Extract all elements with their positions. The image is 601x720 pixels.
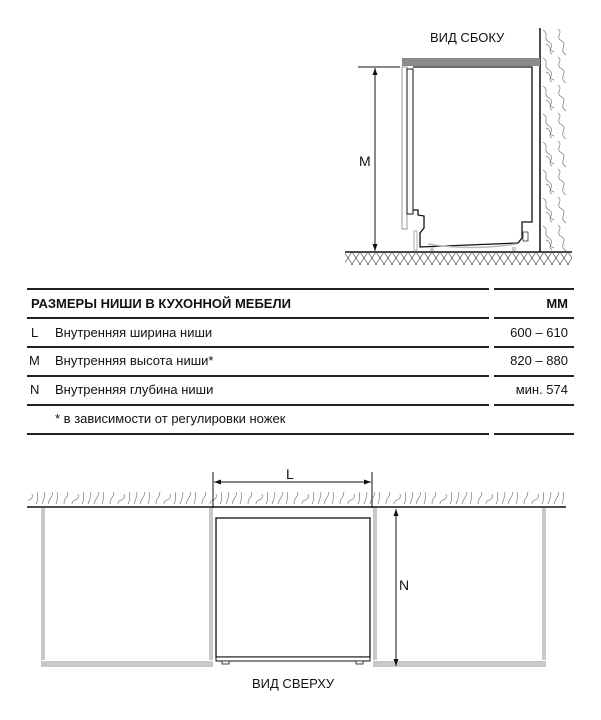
appliance-body: [413, 67, 532, 247]
row-value: 600 – 610: [510, 325, 568, 340]
m-dimension-label: M: [359, 153, 371, 169]
m-arrow-top: [373, 68, 378, 75]
l-arrow-right: [364, 480, 371, 485]
table-footnote: * в зависимости от регулировки ножек: [55, 411, 286, 426]
appliance-door: [216, 657, 370, 661]
table-rule: [494, 288, 574, 290]
table-header-unit: ММ: [546, 296, 568, 311]
side-view-title: ВИД СБОКУ: [430, 30, 505, 45]
table-rule: [494, 404, 574, 406]
table-rule: [27, 288, 489, 290]
wall-texture-top: [28, 492, 566, 506]
table-rule: [494, 317, 574, 319]
table-rule: [27, 346, 489, 348]
table-rule: [27, 433, 489, 435]
row-label: Внутренняя глубина ниши: [55, 382, 214, 397]
table-rule: [27, 404, 489, 406]
row-label: Внутренняя высота ниши*: [55, 353, 214, 368]
right-cabinet-side-l: [373, 508, 377, 660]
row-key: M: [29, 353, 40, 368]
wall-texture: [541, 28, 571, 252]
foot-left: [430, 247, 434, 251]
row-value: 820 – 880: [510, 353, 568, 368]
n-arrow-top: [394, 509, 399, 516]
l-dimension-label: L: [286, 466, 294, 482]
row-value: мин. 574: [515, 382, 568, 397]
side-view: [345, 28, 572, 265]
door-handle-l: [222, 661, 229, 664]
left-cabinet-side-r: [209, 508, 213, 660]
top-view: [27, 472, 566, 667]
l-arrow-left: [214, 480, 221, 485]
table-rule: [27, 317, 489, 319]
door-handle-r: [356, 661, 363, 664]
row-label: Внутренняя ширина ниши: [55, 325, 213, 340]
right-cabinet-front: [373, 661, 546, 667]
right-cabinet-side-r: [542, 508, 546, 660]
table-rule: [27, 375, 489, 377]
row-key: N: [30, 382, 40, 397]
table-rule: [494, 346, 574, 348]
floor-hatch: [345, 253, 572, 265]
front-foot: [414, 231, 417, 250]
table-header-title: РАЗМЕРЫ НИШИ В КУХОННОЙ МЕБЕЛИ: [31, 296, 291, 311]
rear-foot: [523, 232, 528, 241]
row-key: L: [31, 325, 39, 340]
foot-right: [512, 247, 516, 251]
left-cabinet-side-l: [41, 508, 45, 660]
n-dimension-label: N: [399, 577, 410, 593]
appliance-top: [216, 518, 370, 657]
m-arrow-bottom: [373, 244, 378, 251]
left-cabinet-front: [41, 661, 213, 667]
door-panel: [402, 67, 407, 229]
table-rule: [494, 375, 574, 377]
top-view-title: ВИД СВЕРХУ: [252, 676, 335, 691]
door-inner: [407, 69, 413, 214]
table-rule: [494, 433, 574, 435]
countertop: [402, 58, 540, 66]
